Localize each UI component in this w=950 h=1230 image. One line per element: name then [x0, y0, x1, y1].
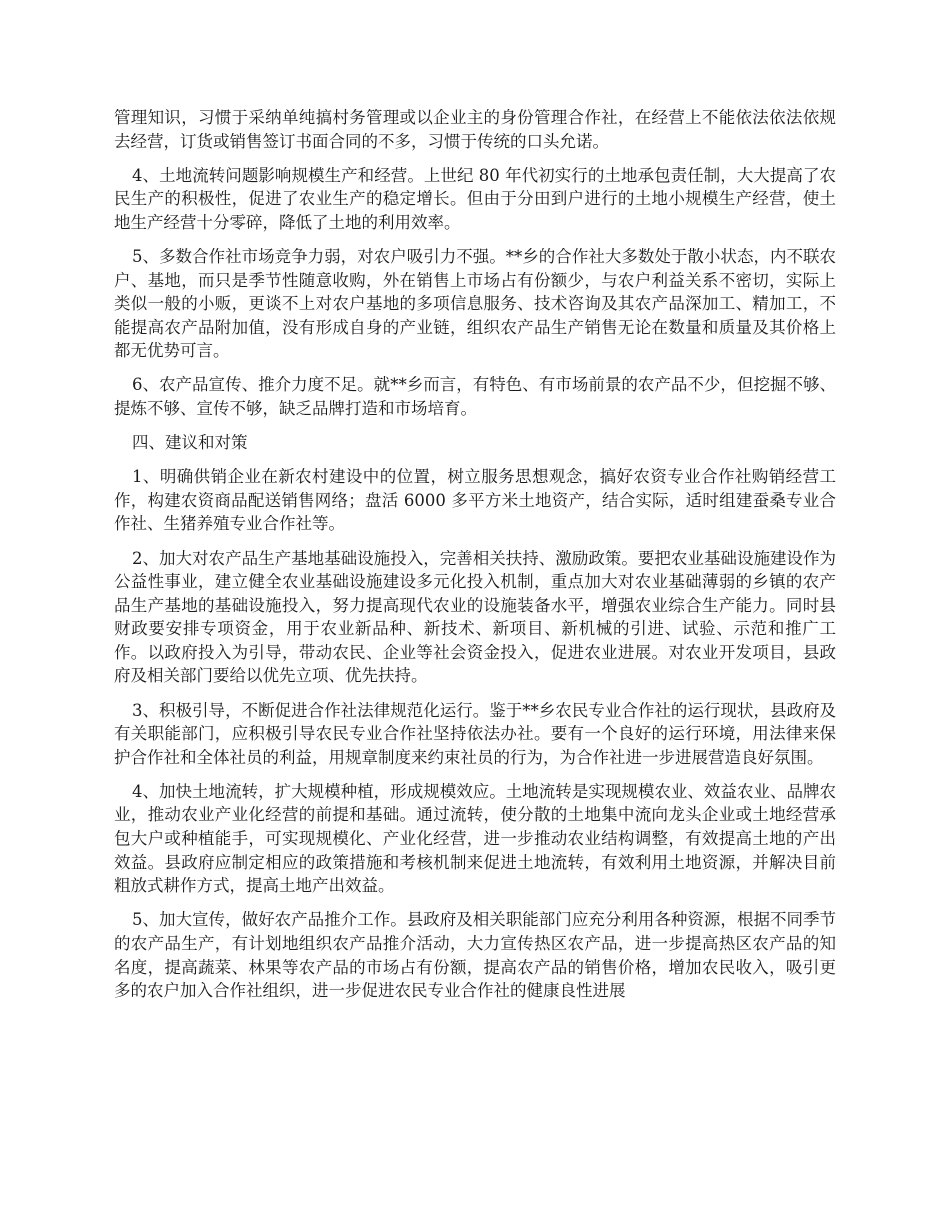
paragraph-suggestion-4: 4、加快土地流转，扩大规模种植，形成规模效应。土地流转是实现规模农业、效益农业、品牌农业，推动农业产业化经营的前提和基础。通过流转，使分散的土地集中流向龙头企业或土地经营承包大户或种植能手，可实现规模化、产业化经营，进一步推动农业结构调整，有效提高土地的产出效益。县政府应制定相应的政策措施和考核机制来促进土地流转，有效利用土地资源，并解决目前粗放式耕作方式，提高土地产出效益。 — [114, 781, 836, 896]
paragraph-item-4-land-transfer: 4、土地流转问题影响规模生产和经营。上世纪 80 年代初实行的土地承包责任制，大大提高了农民生产的积极性，促进了农业生产的稳定增长。但由于分田到户进行的土地小规模生产经营，使土地生产经营十分零碎，降低了土地的利用效率。 — [114, 165, 836, 232]
paragraph-suggestion-2: 2、加大对农产品生产基地基础设施投入，完善相关扶持、激励政策。要把农业基础设施建设作为公益性事业，建立健全农业基础设施建设多元化投入机制，重点加大对农业基础薄弱的乡镇的农产品生产基地的基础设施投入，努力提高现代农业的设施装备水平，增强农业综合生产能力。同时县财政要安排专项资金，用于农业新品种、新技术、新项目、新机械的引进、试验、示范和推广工作。以政府投入为引导，带动农民、企业等社会资金投入，促进农业进展。对农业开发项目，县政府及相关部门要给以优先立项、优先扶持。 — [114, 548, 836, 686]
document-body — [114, 106, 836, 1013]
paragraph-continuation: 管理知识，习惯于采纳单纯搞村务管理或以企业主的身份管理合作社，在经营上不能依法依法依规去经营，订货或销售签订书面合同的不多，习惯于传统的口头允诺。 — [114, 108, 836, 151]
section-heading-suggestions: 四、建议和对策 — [132, 433, 248, 453]
paragraph-item-6-promotion: 6、农产品宣传、推介力度不足。就**乡而言，有特色、有市场前景的农产品不少，但挖掘不够、提炼不够、宣传不够，缺乏品牌打造和市场培育。 — [114, 375, 836, 419]
paragraph-item-5-competitiveness: 5、多数合作社市场竞争力弱，对农户吸引力不强。**乡的合作社大多数处于散小状态，内不联农户、基地，而只是季节性随意收购，外在销售上市场占有份额少，与农户利益关系不密切，实际上类似一般的小贩，更谈不上对农户基地的多项信息服务、技术咨询及其农产品深加工、精加工，不能提高农产品附加值，没有形成自身的产业链，组织农产品生产销售无论在数量和质量及其价格上都无优势可言。 — [114, 246, 836, 361]
paragraph-suggestion-5: 5、加大宣传，做好农产品推介工作。县政府及相关职能部门应充分利用各种资源，根据不同季节的农产品生产，有计划地组织农产品推介活动，大力宣传热区农产品，进一步提高热区农产品的知名度，提高蔬菜、林果等农产品的市场占有份额，提高农产品的销售价格，增加农民收入，吸引更多的农户加入合作社组织，进一步促进农民专业合作社的健康良性进展 — [114, 910, 836, 1001]
paragraph-suggestion-1: 1、明确供销企业在新农村建设中的位置，树立服务思想观念，搞好农资专业合作社购销经营工作，构建农资商品配送销售网络；盘活 6000 多平方米土地资产，结合实际，适时组建蚕桑专业合作社、生猪养殖专业合作社等。 — [114, 467, 836, 534]
paragraph-suggestion-3: 3、积极引导，不断促进合作社法律规范化运行。鉴于**乡农民专业合作社的运行现状，县政府及有关职能部门，应积极引导农民专业合作社坚持依法办社。要有一个良好的运行环境，用法律来保护合作社和全体社员的利益，用规章制度来约束社员的行为，为合作社进一步进展营造良好氛围。 — [114, 700, 836, 767]
